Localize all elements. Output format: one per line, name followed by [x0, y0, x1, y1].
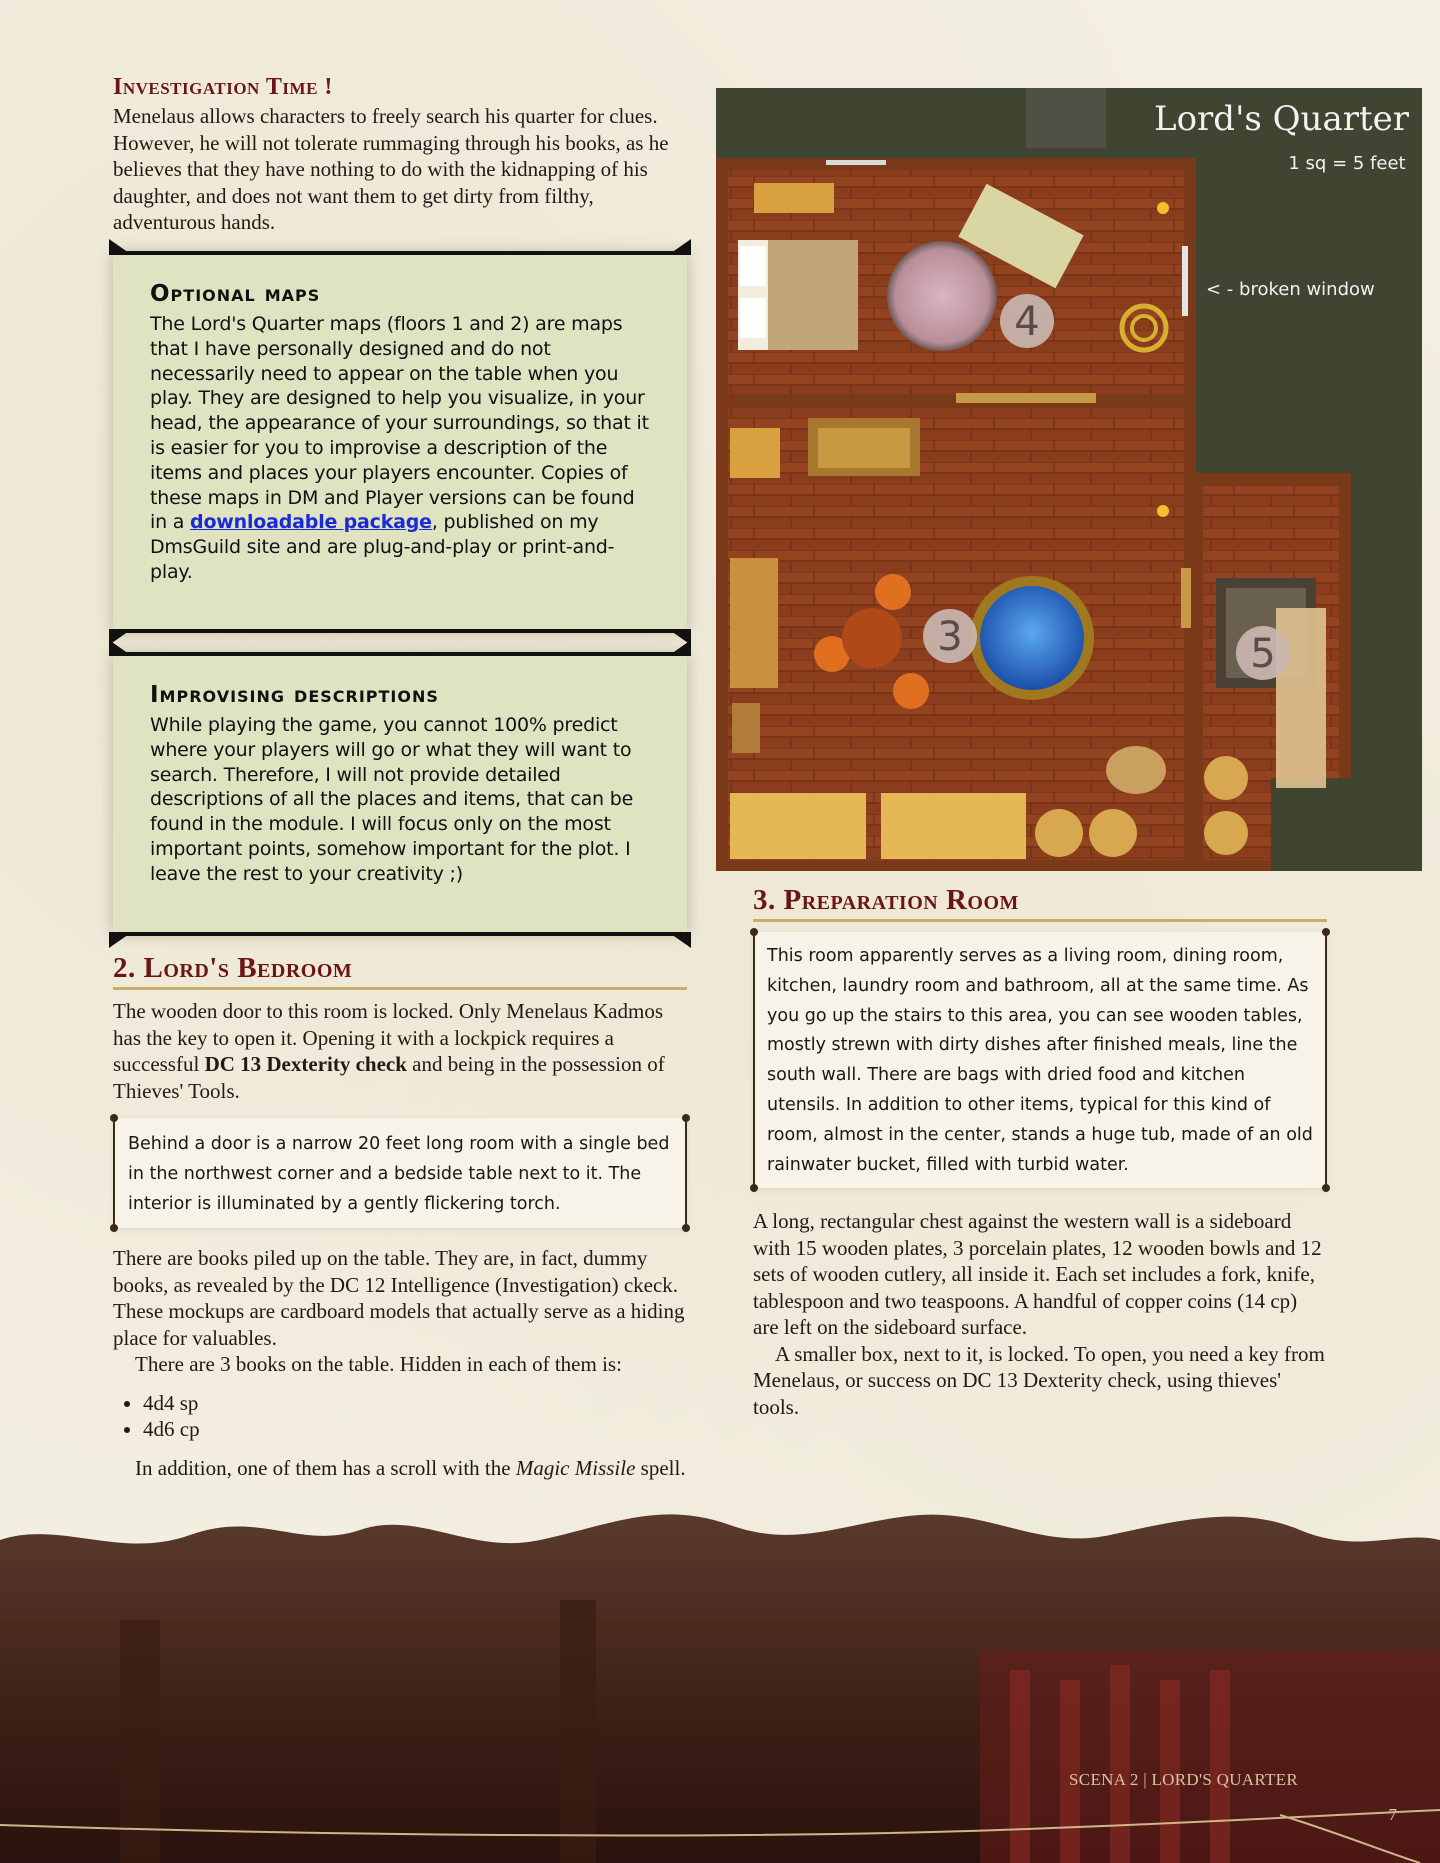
room-number-3: 3: [937, 614, 963, 660]
map-scale: 1 sq = 5 feet: [1288, 153, 1406, 174]
box-bottom-bar: [109, 932, 691, 936]
preparation-room-section: [753, 882, 1327, 1420]
optional-maps-text-start: The Lord's Quarter maps (floors 1 and 2) are maps that I have personally designed and do not necessarily need to appear on the table when you play. They are designed to help you visualize, in your head, the appearance of your surroundings, so that it is easier for you to improvise a description of the items and places your players encounter. Copies of these maps in DM and Player versions can be found in a: [150, 313, 649, 534]
list-item: • 4d4 sp: [143, 1390, 687, 1417]
bedroom-readaloud-text: Behind a door is a narrow 20 feet long room with a single bed in the northwest corner and a bedside table next to it. The interior is illuminated by a gently flickering torch.: [128, 1134, 670, 1214]
box-corner: [109, 239, 129, 253]
improvising-box: [113, 654, 687, 934]
box-top-bar: [109, 652, 691, 656]
room-number-4: 4: [1014, 299, 1040, 345]
prep-paragraph-1: A long, rectangular chest against the western wall is a sideboard with 15 wooden plates, 3 porcelain plates, 12 wooden bowls and 12 sets of wooden cutlery, all inside it. Each set includes a fork, knife, tablespoon and two teaspoons. A handful of copper coins (14 cp) are left on the sideboard surface.: [753, 1209, 1322, 1340]
optional-maps-text: [150, 312, 651, 585]
footer-illustration: [0, 1480, 1440, 1863]
intro-section: [113, 73, 688, 236]
prep-paragraph-2: A smaller box, next to it, is locked. To open, you need a key from Menelaus, or success on DC 13 Dexterity check, using thieves' tools.: [753, 1341, 1325, 1419]
bedroom-p1-end: and being in the possession of Thieves' Tools.: [113, 1052, 665, 1103]
downloadable-package-link[interactable]: downloadable package: [190, 511, 432, 534]
box-corner: [671, 239, 691, 253]
improvising-text: While playing the game, you cannot 100% predict where your players will go or what they will want to search. Therefore, I will not provide detailed descriptions of all the places and items, that can be found in the module. I will focus only on the most important points, somehow important for the plot. I leave the rest to your creativity ;): [150, 714, 634, 885]
footer-label: SCENA 2 | LORD'S QUARTER: [1069, 1770, 1298, 1789]
loot-list: [113, 1390, 687, 1443]
box-top-bar: [109, 251, 691, 255]
map-title: Lord's Quarter: [1154, 99, 1409, 139]
lords-quarter-map: [716, 88, 1422, 871]
dc-check-bold: DC 13 Dexterity check: [204, 1052, 407, 1076]
prep-readaloud-box: [753, 932, 1327, 1188]
bedroom-paragraph-3: There are 3 books on the table. Hidden in each of them is:: [135, 1352, 622, 1376]
optional-maps-box: [113, 253, 687, 631]
page-number: 7: [1388, 1805, 1397, 1824]
box-corner: [671, 640, 691, 654]
box-corner: [671, 934, 691, 948]
box-corner: [109, 640, 129, 654]
intro-paragraph: Menelaus allows characters to freely search his quarter for clues. However, he will not tolerate rummaging through his books, as he believes that they have nothing to do with the kidnapping of his daughter, and does not want them to get dirty from filthy, adventurous hands.: [113, 104, 669, 234]
bedroom-heading: 2. Lord's Bedroom: [113, 950, 687, 990]
bedroom-paragraph-1: [113, 998, 687, 1104]
bedroom-p4-start: In addition, one of them has a scroll with the: [135, 1455, 516, 1480]
optional-maps-text-end: , published on my DmsGuild site and are plug-and-play or print-and-play.: [150, 511, 615, 583]
spell-name: Magic Missile: [515, 1455, 636, 1480]
bedroom-readaloud-box: [113, 1118, 687, 1228]
bedroom-p1-start: The wooden door to this room is locked. Only Menelaus Kadmos has the key to open it. Opening it with a lockpick requires a successful: [113, 999, 663, 1076]
room-number-5: 5: [1250, 631, 1276, 677]
bedroom-paragraph-4: [113, 1455, 687, 1482]
bedroom-paragraph-2: There are books piled up on the table. They are, in fact, dummy books, as revealed by the DC 12 Intelligence (Investigation) ckeck. These mockups are cardboard models that actually serve as a hiding place for valuables.: [113, 1246, 685, 1350]
box-corner: [109, 934, 129, 948]
box-bottom-bar: [109, 629, 691, 633]
prep-readaloud-text: This room apparently serves as a living room, dining room, kitchen, laundry room and bathroom, all at the same time. As you go up the stairs to this area, you can see wooden tables, mostly strewn with dirty dishes after finished meals, line the south wall. There are bags with dried food and kitchen utensils. In addition to other items, typical for this kind of room, almost in the center, stands a huge tub, made of an old rainwater bucket, filled with turbid water.: [767, 946, 1313, 1175]
improvising-title: Improvising descriptions: [150, 682, 439, 708]
optional-maps-title: Optional maps: [150, 281, 321, 307]
bedroom-section: [113, 950, 687, 1481]
preparation-room-heading: 3. Preparation Room: [753, 882, 1327, 922]
investigation-heading: Investigation Time !: [113, 74, 333, 100]
bedroom-p4-end: spell.: [635, 1455, 686, 1480]
list-item: • 4d6 cp: [143, 1416, 687, 1443]
broken-window-label: < - broken window: [1206, 279, 1375, 300]
